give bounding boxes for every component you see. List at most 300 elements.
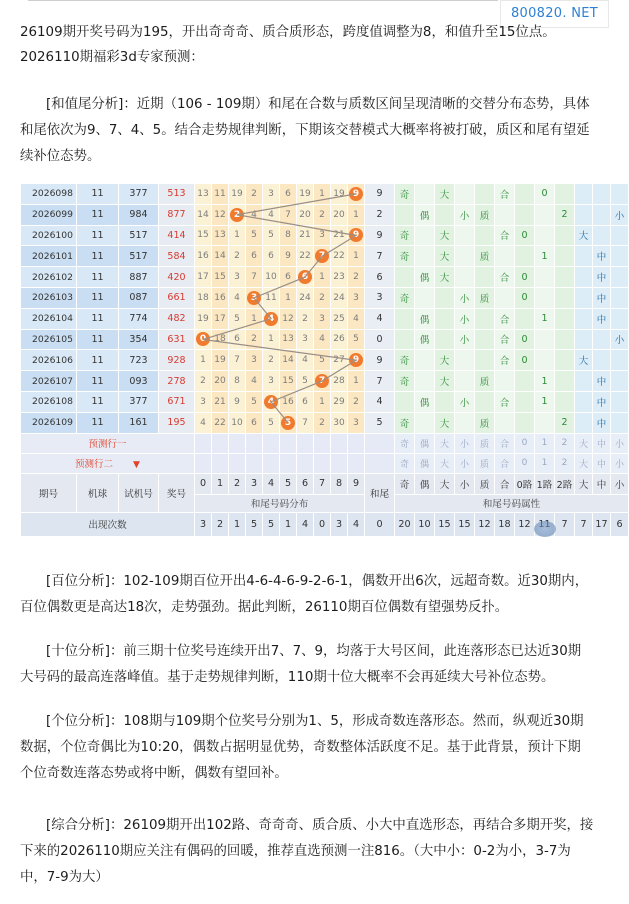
digit-cell: 11 — [212, 184, 229, 205]
digit-cell: 8 — [229, 371, 246, 392]
prize-cell: 195 — [159, 412, 195, 433]
attr-cell: 偶 — [415, 308, 435, 329]
attr-group-header: 和尾号码属性 — [395, 494, 629, 512]
chart-logo — [534, 521, 556, 537]
attr-header: 中 — [593, 473, 611, 494]
attr-cell — [575, 371, 593, 392]
digit-cell: 18 — [195, 287, 212, 308]
attr-cell: 合 — [495, 184, 515, 205]
table-row — [21, 287, 629, 308]
predict-attr-cell: 大 — [575, 453, 593, 473]
tail-cell: 6 — [365, 267, 395, 288]
section-sum-tail: [和值尾分析]：近期（106 - 109期）和尾在合数与质数区间呈现清晰的交替分布态势，具体和尾依次为9、7、4、5。结合走势规律判断，下期该交替模式大概率将被打破，质区和尾有望延续补位态势。 — [20, 97, 590, 164]
machine-header: 机球 — [77, 473, 119, 512]
predict-attr-cell: 2 — [555, 453, 575, 473]
footer-attr-cell: 12 — [475, 512, 495, 536]
digit-cell — [314, 371, 331, 392]
digit-cell — [297, 267, 314, 288]
attr-cell — [555, 225, 575, 246]
footer-attr-cell: 15 — [455, 512, 475, 536]
digit-cell: 17 — [212, 308, 229, 329]
machine-cell: 11 — [77, 329, 119, 350]
tail-cell: 9 — [365, 350, 395, 371]
predict-attr-cell: 小 — [611, 433, 629, 453]
digit-cell: 2 — [314, 204, 331, 225]
digit-cell: 19 — [331, 184, 348, 205]
attr-cell — [415, 287, 435, 308]
attr-header: 大 — [435, 473, 455, 494]
digit-cell: 4 — [195, 412, 212, 433]
attr-cell: 小 — [611, 204, 629, 225]
digit-cell: 10 — [263, 267, 280, 288]
attr-cell — [395, 308, 415, 329]
attr-header: 大 — [575, 473, 593, 494]
predict-tail-cell — [365, 433, 395, 453]
attr-cell — [611, 246, 629, 267]
predict-digit-cell — [212, 453, 229, 473]
digit-cell: 1 — [314, 267, 331, 288]
attr-header: 2路 — [555, 473, 575, 494]
digit-cell: 21 — [297, 225, 314, 246]
attr-header: 偶 — [415, 473, 435, 494]
predict-digit-cell — [229, 453, 246, 473]
digit-cell: 3 — [297, 329, 314, 350]
footer-digit-cell: 3 — [331, 512, 348, 536]
trial-cell: 377 — [119, 391, 159, 412]
attr-cell: 奇 — [395, 412, 415, 433]
attr-cell — [495, 246, 515, 267]
attr-cell — [495, 412, 515, 433]
issue-cell: 2026103 — [21, 287, 77, 308]
attr-cell — [455, 246, 475, 267]
attr-cell: 大 — [435, 350, 455, 371]
section-tens: [十位分析]：前三期十位奖号连续开出7、7、9，均落于大号区间，此连落形态已达近30期大号码的最高连落峰值。基于走势规律判断，110期十位大概率不会再延续大号补位态势。 — [20, 644, 582, 685]
digit-cell: 22 — [297, 246, 314, 267]
hit-ball: 6 — [298, 270, 312, 284]
tail-cell: 2 — [365, 204, 395, 225]
digit-cell: 1 — [263, 329, 280, 350]
digit-cell: 1 — [195, 350, 212, 371]
hit-ball: 3 — [247, 291, 261, 305]
digit-cell: 3 — [246, 350, 263, 371]
attr-cell — [475, 308, 495, 329]
digit-cell: 2 — [263, 350, 280, 371]
tail-cell: 9 — [365, 184, 395, 205]
digit-cell: 3 — [263, 184, 280, 205]
issue-cell: 2026100 — [21, 225, 77, 246]
attr-cell: 中 — [593, 287, 611, 308]
predict-attr-cell: 大 — [575, 433, 593, 453]
prize-cell: 877 — [159, 204, 195, 225]
attr-header: 0路 — [515, 473, 535, 494]
attr-cell: 大 — [435, 267, 455, 288]
attr-cell — [475, 184, 495, 205]
predict-attr-cell: 奇 — [395, 433, 415, 453]
attr-cell — [515, 246, 535, 267]
digit-cell: 1 — [314, 184, 331, 205]
digit-header: 0 — [195, 473, 212, 494]
trial-cell: 161 — [119, 412, 159, 433]
digit-cell: 21 — [212, 391, 229, 412]
tail-cell: 3 — [365, 287, 395, 308]
attr-cell — [475, 225, 495, 246]
attr-cell: 奇 — [395, 184, 415, 205]
attr-cell — [611, 350, 629, 371]
digit-cell: 21 — [331, 225, 348, 246]
digit-cell: 5 — [314, 350, 331, 371]
trial-cell: 774 — [119, 308, 159, 329]
table-row — [21, 391, 629, 412]
digit-cell: 5 — [297, 371, 314, 392]
machine-cell: 11 — [77, 371, 119, 392]
predict-attr-cell: 大 — [435, 453, 455, 473]
attr-cell — [555, 184, 575, 205]
digit-group-header: 和尾号码分布 — [195, 494, 365, 512]
attr-cell: 偶 — [415, 204, 435, 225]
digit-cell: 5 — [229, 308, 246, 329]
digit-cell: 3 — [314, 225, 331, 246]
predict-row[interactable] — [21, 453, 629, 473]
attr-cell — [455, 412, 475, 433]
table-row — [21, 350, 629, 371]
footer-digit-cell: 0 — [314, 512, 331, 536]
header-row — [21, 473, 629, 494]
trial-cell: 723 — [119, 350, 159, 371]
predict-row[interactable] — [21, 433, 629, 453]
digit-cell: 24 — [331, 287, 348, 308]
attr-cell — [495, 204, 515, 225]
attr-cell: 0 — [535, 184, 555, 205]
trial-cell: 887 — [119, 267, 159, 288]
attr-cell — [535, 225, 555, 246]
digit-cell — [246, 287, 263, 308]
digit-cell: 7 — [246, 267, 263, 288]
attr-cell: 偶 — [415, 391, 435, 412]
table-row — [21, 184, 629, 205]
attr-cell: 中 — [593, 246, 611, 267]
attr-cell — [435, 391, 455, 412]
digit-header: 5 — [280, 473, 297, 494]
hit-ball: 0 — [196, 332, 210, 346]
digit-cell: 4 — [297, 350, 314, 371]
issue-cell: 2026107 — [21, 371, 77, 392]
attr-cell — [555, 329, 575, 350]
attr-cell: 小 — [455, 329, 475, 350]
digit-cell: 5 — [348, 329, 365, 350]
tail-cell: 7 — [365, 371, 395, 392]
digit-cell: 4 — [246, 204, 263, 225]
predict-label — [21, 453, 195, 473]
table-row — [21, 308, 629, 329]
digit-cell: 10 — [229, 412, 246, 433]
table-row — [21, 267, 629, 288]
machine-cell: 11 — [77, 287, 119, 308]
digit-cell: 14 — [280, 350, 297, 371]
attr-cell — [415, 350, 435, 371]
digit-cell: 29 — [331, 391, 348, 412]
attr-cell: 大 — [575, 225, 593, 246]
table-row — [21, 246, 629, 267]
footer-digit-cell: 4 — [348, 512, 365, 536]
attr-cell: 偶 — [415, 329, 435, 350]
attr-cell: 中 — [593, 412, 611, 433]
prize-cell: 513 — [159, 184, 195, 205]
attr-cell: 1 — [535, 371, 555, 392]
issue-cell: 2026106 — [21, 350, 77, 371]
machine-cell: 11 — [77, 204, 119, 225]
digit-cell: 2 — [195, 371, 212, 392]
prize-cell: 278 — [159, 371, 195, 392]
attr-cell: 质 — [475, 371, 495, 392]
trial-cell: 517 — [119, 225, 159, 246]
footer-digit-cell: 2 — [212, 512, 229, 536]
issue-header: 期号 — [21, 473, 77, 512]
digit-cell: 1 — [348, 246, 365, 267]
predict-label — [21, 433, 195, 453]
predict-digit-cell — [314, 453, 331, 473]
prize-cell: 584 — [159, 246, 195, 267]
prize-cell: 414 — [159, 225, 195, 246]
digit-cell: 5 — [246, 225, 263, 246]
footer-attr-cell: 20 — [395, 512, 415, 536]
attr-cell — [575, 329, 593, 350]
attr-cell: 0 — [515, 225, 535, 246]
digit-cell: 1 — [314, 391, 331, 412]
attr-cell: 大 — [435, 184, 455, 205]
attr-cell — [535, 204, 555, 225]
digit-cell: 15 — [195, 225, 212, 246]
attr-cell — [455, 371, 475, 392]
attr-cell — [395, 267, 415, 288]
attr-cell — [415, 184, 435, 205]
digit-cell: 2 — [229, 246, 246, 267]
digit-cell: 2 — [314, 287, 331, 308]
footer-attr-cell: 18 — [495, 512, 515, 536]
footer-digit-cell: 1 — [280, 512, 297, 536]
attr-cell — [611, 287, 629, 308]
predict-digit-cell — [246, 453, 263, 473]
attr-cell — [611, 412, 629, 433]
digit-cell: 15 — [280, 371, 297, 392]
issue-cell: 2026098 — [21, 184, 77, 205]
attr-header: 1路 — [535, 473, 555, 494]
machine-cell: 11 — [77, 350, 119, 371]
attr-cell: 奇 — [395, 371, 415, 392]
attr-cell: 质 — [475, 204, 495, 225]
trial-cell: 087 — [119, 287, 159, 308]
hit-ball: 9 — [349, 353, 363, 367]
digit-cell: 4 — [246, 371, 263, 392]
site-watermark: 800820. NET — [500, 0, 609, 28]
machine-cell: 11 — [77, 184, 119, 205]
attr-cell — [575, 287, 593, 308]
digit-cell: 2 — [314, 412, 331, 433]
prize-cell: 928 — [159, 350, 195, 371]
footer-attr-cell: 12 — [515, 512, 535, 536]
machine-cell: 11 — [77, 246, 119, 267]
attr-cell — [455, 350, 475, 371]
predict-attr-cell: 0 — [515, 453, 535, 473]
attr-cell — [555, 267, 575, 288]
attr-cell — [555, 246, 575, 267]
intro-line-2: 2026110期福彩3d专家预测： — [20, 50, 204, 65]
attr-cell: 1 — [535, 391, 555, 412]
predict-attr-cell: 1 — [535, 453, 555, 473]
attr-cell — [535, 287, 555, 308]
machine-cell: 11 — [77, 267, 119, 288]
issue-cell: 2026102 — [21, 267, 77, 288]
digit-cell: 1 — [246, 308, 263, 329]
attr-cell: 质 — [475, 412, 495, 433]
digit-header: 7 — [314, 473, 331, 494]
digit-cell: 7 — [280, 204, 297, 225]
digit-cell: 6 — [246, 246, 263, 267]
predict-digit-cell — [246, 433, 263, 453]
footer-attr-cell: 15 — [435, 512, 455, 536]
attr-cell: 小 — [611, 329, 629, 350]
hit-ball: 7 — [315, 374, 329, 388]
trial-cell: 984 — [119, 204, 159, 225]
digit-cell: 20 — [212, 371, 229, 392]
digit-cell: 3 — [348, 412, 365, 433]
attr-cell: 中 — [593, 267, 611, 288]
predict-attr-cell: 小 — [611, 453, 629, 473]
top-rule — [28, 0, 498, 1]
attr-cell — [415, 246, 435, 267]
attr-cell: 质 — [475, 246, 495, 267]
predict-attr-cell: 中 — [593, 433, 611, 453]
attr-cell — [575, 308, 593, 329]
predict-attr-cell: 1 — [535, 433, 555, 453]
dropdown-arrow-icon[interactable]: ▼ — [133, 460, 140, 471]
footer-attr-cell: 7 — [555, 512, 575, 536]
footer-attr-cell: 17 — [593, 512, 611, 536]
trend-table — [20, 183, 629, 537]
intro-line-1: 26109期开奖号码为195，开出奇奇奇、质合质形态，跨度值调整为8，和值升至15位点。 — [20, 25, 556, 40]
attr-cell — [515, 391, 535, 412]
footer-digit-cell: 3 — [195, 512, 212, 536]
digit-cell — [229, 204, 246, 225]
digit-cell: 22 — [331, 246, 348, 267]
attr-header: 小 — [455, 473, 475, 494]
digit-cell: 9 — [229, 391, 246, 412]
predict-attr-cell: 偶 — [415, 433, 435, 453]
digit-cell: 3 — [314, 308, 331, 329]
digit-cell: 27 — [331, 350, 348, 371]
predict-digit-cell — [280, 453, 297, 473]
predict-attr-cell: 质 — [475, 453, 495, 473]
attr-cell — [555, 308, 575, 329]
predict-attr-cell: 大 — [435, 433, 455, 453]
digit-cell: 1 — [229, 225, 246, 246]
attr-cell: 质 — [475, 287, 495, 308]
digit-cell: 14 — [195, 204, 212, 225]
digit-cell: 16 — [212, 287, 229, 308]
issue-cell: 2026104 — [21, 308, 77, 329]
attr-cell: 2 — [555, 204, 575, 225]
attr-cell — [611, 391, 629, 412]
attr-cell — [435, 287, 455, 308]
attr-cell — [395, 391, 415, 412]
attr-cell — [593, 204, 611, 225]
digit-cell: 2 — [348, 267, 365, 288]
attr-cell — [395, 329, 415, 350]
digit-cell: 13 — [195, 184, 212, 205]
digit-cell: 5 — [263, 225, 280, 246]
attr-cell: 0 — [515, 350, 535, 371]
digit-header: 4 — [263, 473, 280, 494]
attr-cell: 合 — [495, 329, 515, 350]
hit-ball: 4 — [264, 395, 278, 409]
tail-header: 和尾 — [365, 473, 395, 512]
digit-header: 3 — [246, 473, 263, 494]
tail-cell: 7 — [365, 246, 395, 267]
digit-cell: 13 — [280, 329, 297, 350]
footer-tail-cell: 0 — [365, 512, 395, 536]
predict-tail-cell — [365, 453, 395, 473]
predict-digit-cell — [297, 453, 314, 473]
footer-attr-cell: 10 — [415, 512, 435, 536]
attr-cell: 合 — [495, 267, 515, 288]
attr-cell — [555, 287, 575, 308]
attr-cell — [415, 412, 435, 433]
attr-cell — [455, 267, 475, 288]
digit-cell: 6 — [246, 412, 263, 433]
hit-ball: 4 — [264, 312, 278, 326]
digit-cell: 19 — [212, 350, 229, 371]
attr-cell — [611, 184, 629, 205]
predict-attr-cell: 小 — [455, 433, 475, 453]
table-row — [21, 225, 629, 246]
digit-cell — [348, 350, 365, 371]
digit-cell — [348, 184, 365, 205]
attr-cell — [435, 329, 455, 350]
attr-cell — [495, 287, 515, 308]
attr-cell: 偶 — [415, 267, 435, 288]
digit-cell: 6 — [263, 246, 280, 267]
digit-cell: 26 — [331, 329, 348, 350]
digit-cell: 3 — [195, 391, 212, 412]
digit-cell: 1 — [348, 371, 365, 392]
attr-header: 合 — [495, 473, 515, 494]
attr-header: 小 — [611, 473, 629, 494]
predict-digit-cell — [348, 433, 365, 453]
footer-digit-cell: 1 — [229, 512, 246, 536]
attr-cell: 合 — [495, 308, 515, 329]
machine-cell: 11 — [77, 225, 119, 246]
attr-cell — [515, 308, 535, 329]
digit-cell: 6 — [280, 184, 297, 205]
attr-cell — [475, 329, 495, 350]
section-summary: [综合分析]：26109期开出102路、奇奇奇、质合质、小大中直选形态，再结合多期开奖，接下来的2026110期应关注有偶码的回暖，推荐直选预测一注816。（大中小：0-2为小，3-7为中，7-9为大） — [20, 818, 594, 885]
attr-cell: 0 — [515, 267, 535, 288]
digit-cell: 3 — [348, 287, 365, 308]
prize-cell: 661 — [159, 287, 195, 308]
attr-cell — [575, 204, 593, 225]
machine-cell: 11 — [77, 412, 119, 433]
predict-digit-cell — [348, 453, 365, 473]
machine-cell: 11 — [77, 308, 119, 329]
attr-cell — [515, 371, 535, 392]
attr-header: 质 — [475, 473, 495, 494]
attr-cell — [555, 371, 575, 392]
attr-cell — [475, 267, 495, 288]
digit-cell: 6 — [280, 267, 297, 288]
attr-cell: 小 — [455, 391, 475, 412]
footer-attr-cell: 7 — [575, 512, 593, 536]
attr-cell: 大 — [435, 412, 455, 433]
digit-cell: 20 — [297, 204, 314, 225]
